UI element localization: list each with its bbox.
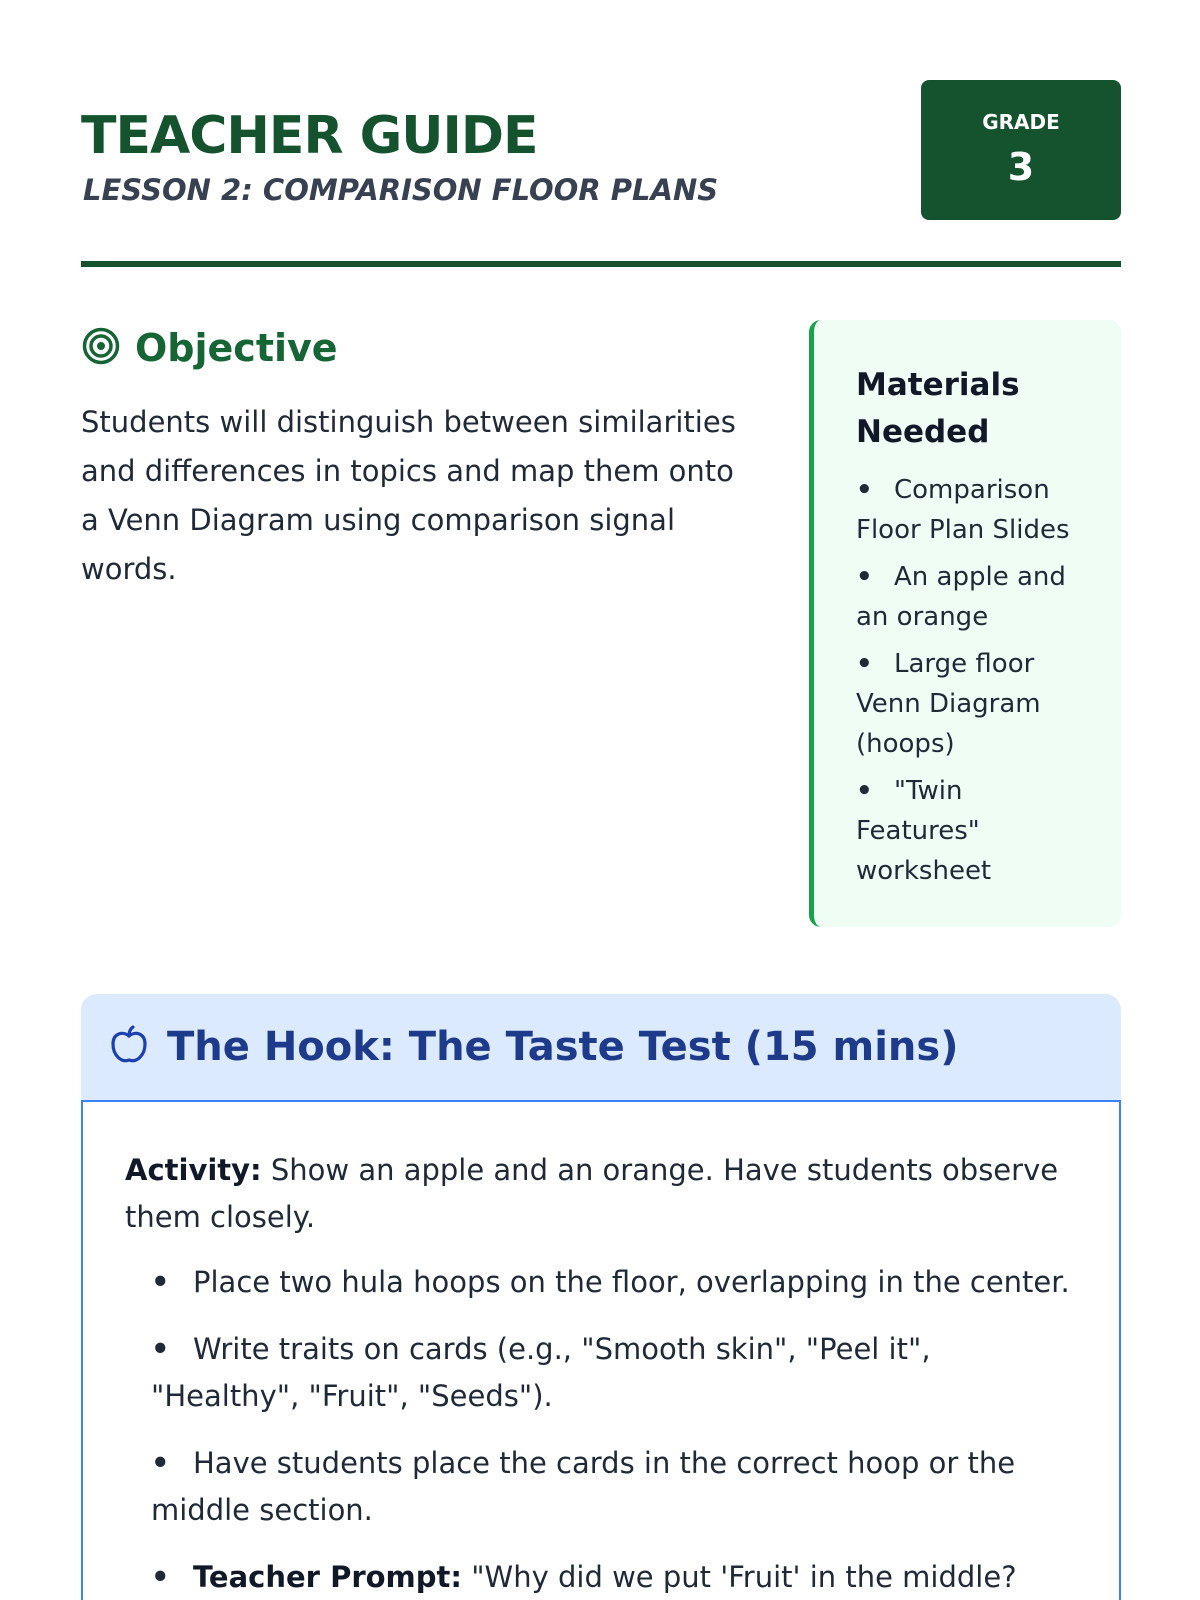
hook-body: [81, 1102, 1121, 1600]
objective-title: Objective: [135, 326, 338, 370]
materials-item: [856, 771, 1091, 891]
teacher-prompt-text: "Why did we put 'Fruit' in the middle?: [462, 1560, 1017, 1594]
header-divider: [81, 261, 1121, 267]
activity-description: Show an apple and an orange. Have students observe them closely.: [125, 1153, 1059, 1234]
grade-label: GRADE: [982, 110, 1060, 134]
lesson-subtitle: LESSON 2: COMPARISON FLOOR PLANS: [83, 173, 719, 207]
bullet-icon: •: [856, 649, 873, 679]
objective-text: Students will distinguish between similarities and differences in topics and map them onto a Venn Diagram using comparison signal words.: [81, 405, 736, 586]
objective-heading: [81, 318, 761, 378]
page-title: TEACHER GUIDE: [81, 106, 538, 166]
materials-item: [856, 557, 1091, 637]
materials-item-text: An apple and an orange: [856, 562, 1066, 632]
bullet-icon: •: [856, 776, 873, 806]
guide-header: [81, 80, 1121, 220]
bullet-icon: •: [151, 1265, 170, 1299]
apple-icon: [107, 1023, 151, 1071]
materials-item-text: Large floor Venn Diagram (hoops): [856, 649, 1041, 759]
materials-item: [856, 644, 1091, 764]
hook-heading: [81, 994, 1121, 1102]
target-icon: [81, 326, 121, 370]
grade-value: 3: [1007, 145, 1035, 189]
hook-step: [125, 1259, 1079, 1306]
materials-panel: [809, 320, 1121, 927]
materials-title: Materials Needed: [856, 367, 1020, 450]
materials-list: [856, 470, 1091, 891]
bullet-icon: •: [151, 1332, 170, 1366]
hook-step: [125, 1326, 1079, 1420]
teacher-prompt: [125, 1554, 1079, 1600]
hook-step-text: Place two hula hoops on the floor, overlapping in the center.: [193, 1265, 1070, 1299]
bullet-icon: •: [151, 1446, 170, 1480]
hook-step: [125, 1440, 1079, 1534]
activity-text: [125, 1147, 1079, 1241]
objective-section: [81, 318, 761, 594]
hook-title: The Hook: The Taste Test (15 mins): [167, 1024, 959, 1070]
activity-label: Activity:: [125, 1153, 262, 1187]
hook-steps-list: [125, 1259, 1079, 1600]
bullet-icon: •: [856, 562, 873, 592]
hook-step-text: Write traits on cards (e.g., "Smooth skin", "Peel it", "Healthy", "Fruit", "Seeds").: [151, 1332, 931, 1413]
materials-item: [856, 470, 1091, 550]
teacher-prompt-label: Teacher Prompt:: [193, 1560, 462, 1594]
materials-item-text: "Twin Features" worksheet: [856, 776, 992, 886]
bullet-icon: •: [151, 1560, 170, 1594]
materials-item-text: Comparison Floor Plan Slides: [856, 475, 1070, 545]
hook-step-text: Have students place the cards in the correct hoop or the middle section.: [151, 1446, 1016, 1527]
hook-section: [81, 994, 1121, 1600]
bullet-icon: •: [856, 475, 873, 505]
grade-badge: [921, 80, 1121, 220]
